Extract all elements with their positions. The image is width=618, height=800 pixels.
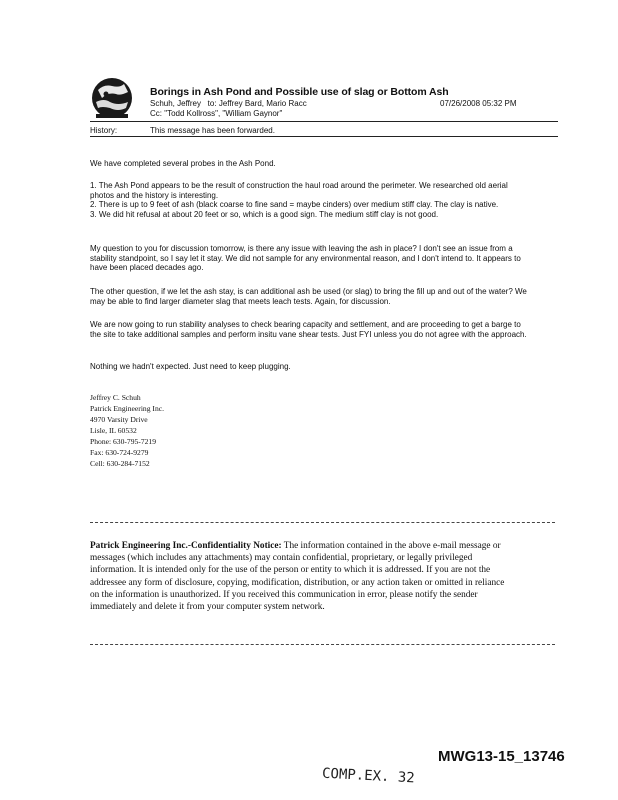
email-subject: Borings in Ash Pond and Possible use of slag or Bottom Ash — [150, 86, 449, 98]
body-paragraph: Nothing we hadn't expected. Just need to keep plugging. — [90, 362, 291, 371]
body-item: 2. There is up to 9 feet of ash (black coarse to fine sand = maybe cinders) over medium stiff clay. The clay is native. — [90, 200, 499, 210]
globe-logo-icon — [90, 76, 134, 120]
email-from: Schuh, Jeffrey — [150, 99, 201, 108]
signature-line: Lisle, IL 60532 — [90, 426, 137, 435]
body-paragraph: My question to you for discussion tomorrow, is there any issue with leaving the ash in place? I don't see an issue from a stability standpoint, so I say let it stay. We did not sample for any environmental reason, and I don't intend to. It appears to have been placed decades ago. — [90, 244, 521, 273]
confidentiality-text: The information contained in the above e-mail message or messages (which includes any attachments) may contain confidential, proprietary, or legally privileged information. It is intended only for the use of the person or entity to which it is addressed. If you are not the addressee any form of disclosure, copying, modification, distribution, or any action taken or omitted in reliance on the information is unauthorized. If you received this communication in error, please notify the sender immediately and delete it from your computer system network. — [90, 541, 505, 613]
email-date: 07/26/2008 05:32 PM — [440, 99, 517, 108]
body-item: 3. We did hit refusal at about 20 feet or so, which is a good sign. The medium stiff clay is not good. — [90, 209, 439, 219]
signature-line: Jeffrey C. Schuh — [90, 393, 141, 402]
confidentiality-notice — [90, 540, 510, 613]
exhibit-stamp: COMP.EX. 32 — [321, 765, 416, 787]
email-cc-line — [150, 109, 282, 118]
signature-line: Fax: 630-724-9279 — [90, 448, 149, 457]
signature-block — [90, 392, 164, 469]
body-paragraph: The other question, if we let the ash stay, is can additional ash be used (or slag) to bring the fill up and out of the water? We may be able to find larger diameter slag that meets leach tests. Again, for discussion. — [90, 287, 527, 306]
body-paragraph: We have completed several probes in the Ash Pond. — [90, 159, 276, 168]
email-from-line — [150, 99, 307, 108]
signature-line: 4970 Varsity Drive — [90, 415, 148, 424]
history-text: This message has been forwarded. — [150, 126, 275, 135]
email-cc: "Todd Kollross", "William Gaynor" — [164, 109, 283, 118]
signature-line: Patrick Engineering Inc. — [90, 404, 165, 413]
divider-bottom — [90, 644, 555, 645]
history-divider — [90, 136, 558, 137]
body-paragraph: We are now going to run stability analyses to check bearing capacity and settlement, and are proceeding to get a barge to the site to take additional samples and perform insitu vane shear tests. Just FYI unless you do not agree with the approach. — [90, 320, 527, 339]
email-to: Jeffrey Bard, Mario Racc — [218, 99, 307, 108]
email-cc-label: Cc: — [150, 109, 162, 118]
body-paragraph — [90, 181, 530, 219]
body-item: 1. The Ash Pond appears to be the result of construction the haul road around the perimeter. We researched old aerial photos and the history is interesting. — [90, 181, 508, 200]
bates-number: MWG13-15_13746 — [438, 748, 565, 765]
signature-line: Phone: 630-795-7219 — [90, 437, 157, 446]
divider-top — [90, 522, 555, 523]
signature-line: Cell: 630-284-7152 — [90, 459, 150, 468]
history-label: History: — [90, 126, 118, 135]
header-divider — [90, 121, 558, 122]
email-to-label: to: — [207, 99, 217, 108]
confidentiality-title: Patrick Engineering Inc.-Confidentiality Notice: — [90, 541, 282, 551]
